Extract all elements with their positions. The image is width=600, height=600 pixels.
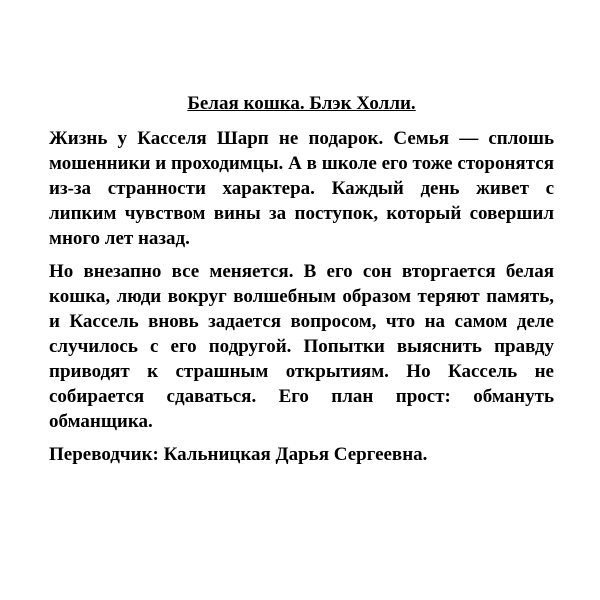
book-title: Белая кошка. Блэк Холли. (187, 93, 416, 114)
description-paragraph-2: Но внезапно все меняется. В его сон вторгается белая кошка, люди вокруг волшебным образом теряют память, и Кассель вновь задается вопросом, что на самом деле случилось с его подругой. Попытки выяснить правду приводят к страшным открытиям. Но Кассель не собирается сдаваться. Его план прост: обмануть обманщика. (49, 261, 554, 432)
description-paragraph-1: Жизнь у Касселя Шарп не подарок. Семья — сплошь мошенники и проходимцы. А в школе его тоже сторонятся из-за странности характера. Каждый день живет с липким чувством вины за поступок, который совершил много лет назад. (49, 128, 554, 249)
document-body (49, 92, 554, 475)
translator-credit: Переводчик: Кальницкая Дарья Сергеевна. (49, 444, 428, 465)
